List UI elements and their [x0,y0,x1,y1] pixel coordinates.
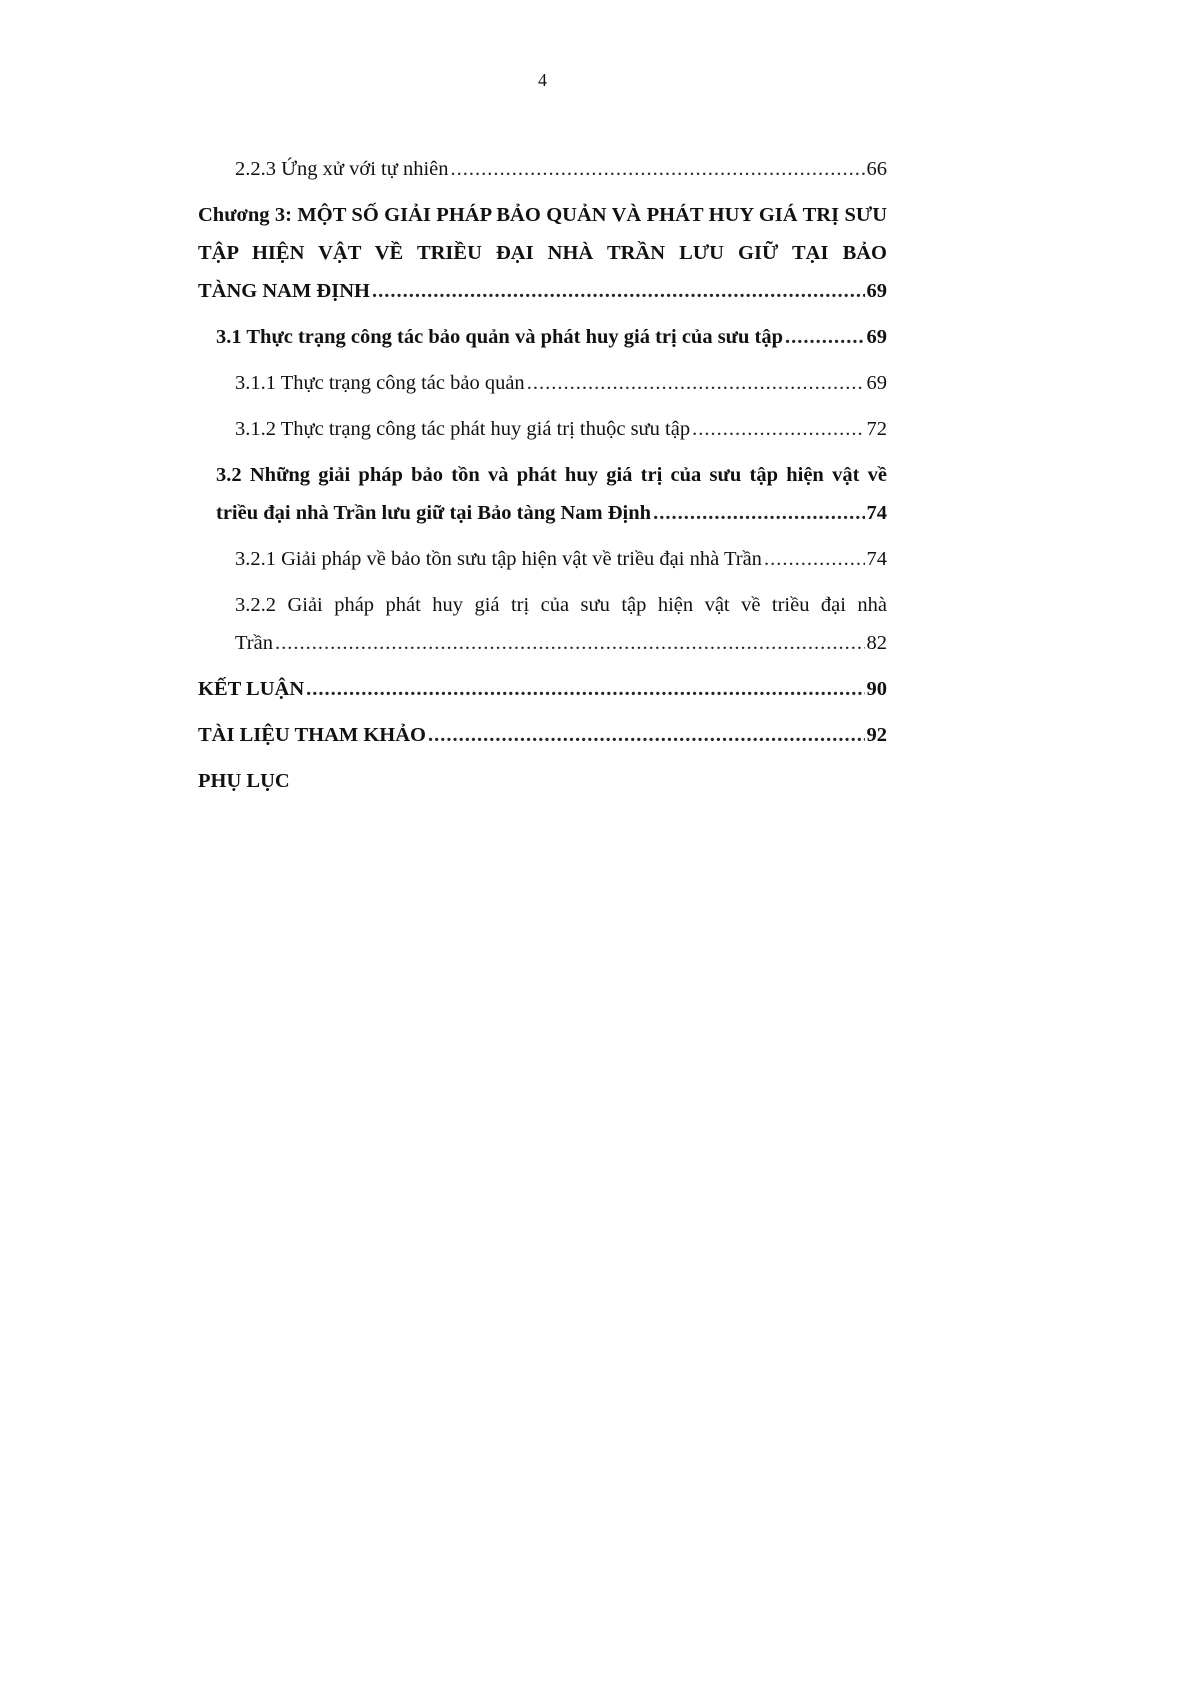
toc-entry-title: 2.2.3 Ứng xử với tự nhiên [235,158,449,180]
toc-entry-3-2-1[interactable] [235,540,887,578]
toc-entry-title: TÀNG NAM ĐỊNH [198,280,370,302]
toc-entry-title-lead: 3.2.2 Giải pháp phát huy giá trị của sưu tập hiện vật về triều đại nhà [235,594,887,616]
page-number: 4 [538,70,547,90]
toc-leader-dots [527,364,865,402]
toc-entry-phu-luc[interactable] [198,762,887,800]
toc-entry-title: PHỤ LỤC [198,770,290,792]
toc-entry-3-2[interactable] [216,456,887,532]
toc-entry-title: 3.2.1 Giải pháp về bảo tồn sưu tập hiện vật về triều đại nhà Trần [235,548,762,570]
toc-entry-3-1-1[interactable] [235,364,887,402]
toc-entry-title: 3.1 Thực trạng công tác bảo quản và phát huy giá trị của sưu tập [216,326,783,348]
toc-leader-dots [692,410,864,448]
toc-entry-3-1[interactable] [216,318,887,356]
toc-page-number: 92 [866,724,887,746]
toc-page-number: 74 [866,502,887,524]
toc-entry-title: TÀI LIỆU THAM KHẢO [198,724,427,746]
toc-entry-title-lead: 3.2 Những giải pháp bảo tồn và phát huy giá trị của sưu tập hiện vật về [216,464,887,486]
toc-page-number: 74 [866,548,887,570]
toc-leader-dots [653,494,864,532]
toc-leader-dots [764,540,865,578]
toc-leader-dots [275,624,865,662]
toc-entry-title: KẾT LUẬN [198,678,305,700]
toc-entry-2-2-3[interactable] [235,150,887,188]
toc-page-number: 82 [866,632,887,654]
toc-leader-dots [428,716,864,754]
toc-entry-title: Trần [235,632,273,654]
toc-leader-dots [306,670,864,708]
toc-leader-dots [785,318,865,356]
toc-entry-3-1-2[interactable] [235,410,887,448]
toc-page-number: 90 [866,678,887,700]
toc-leader-dots [451,150,865,188]
toc-page-number: 69 [866,372,887,394]
toc-leader-dots [372,272,865,310]
toc-page-number: 72 [866,418,887,440]
toc-entry-title: 3.1.1 Thực trạng công tác bảo quản [235,372,525,394]
toc-entry-ket-luan[interactable] [198,670,887,708]
toc-entry-tai-lieu-tham-khao[interactable] [198,716,887,754]
toc-entry-title: triều đại nhà Trần lưu giữ tại Bảo tàng Nam Định [216,502,652,524]
toc-entry-title: 3.1.2 Thực trạng công tác phát huy giá trị thuộc sưu tập [235,418,691,440]
toc-entry-3-2-2[interactable] [235,586,887,662]
toc-entry-chapter-3[interactable] [198,196,887,310]
toc-page-number: 69 [866,326,887,348]
toc-page-number: 69 [866,280,887,302]
table-of-contents [198,150,887,808]
toc-entry-title-lead: Chương 3: MỘT SỐ GIẢI PHÁP BẢO QUẢN VÀ PHÁT HUY GIÁ TRỊ SƯU TẬP HIỆN VẬT VỀ TRIỀU ĐẠI NHÀ TRẦN LƯU GIỮ TẠI BẢO [198,204,887,264]
toc-page-number: 66 [866,158,887,180]
